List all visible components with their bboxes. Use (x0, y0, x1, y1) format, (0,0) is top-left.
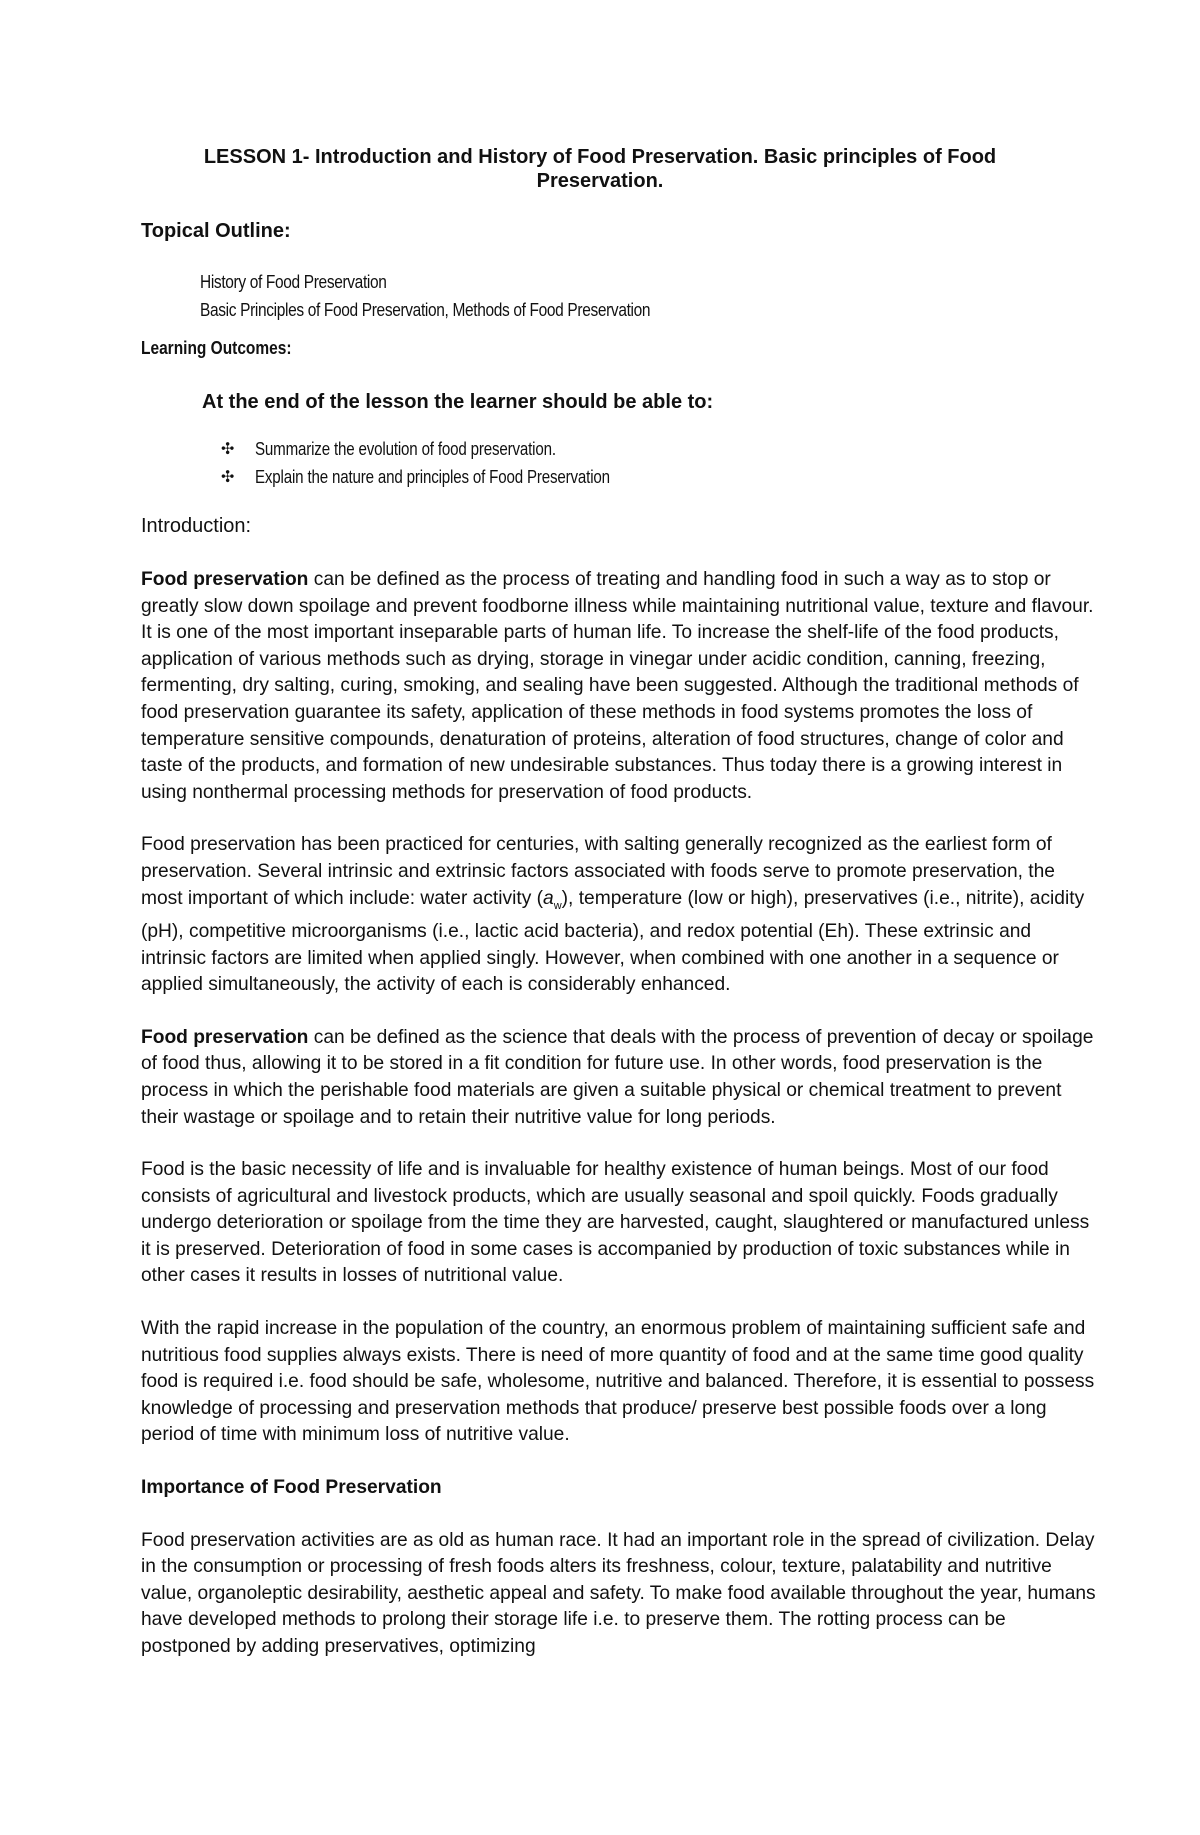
paragraph-2 (141, 832, 1099, 998)
paragraph-1 (141, 567, 1099, 806)
paragraph-4: Food is the basic necessity of life and is invaluable for healthy existence of human beings. Most of our food consists of agricultural and livestock products, which are usually seasonal and spoil quickly. Foods gradually undergo deterioration or spoilage from the time they are harvested, caught, slaughtered or manufactured unless it is preserved. Deterioration of food in some cases is accompanied by production of toxic substances while in other cases it results in losses of nutritional value. (141, 1159, 1090, 1287)
bullet-text: Explain the nature and principles of Food Preservation (255, 467, 610, 487)
importance-heading: Importance of Food Preservation (141, 1477, 442, 1499)
paragraph-2-text-b: ), temperature (low or high), preservatives (i.e., nitrite), acidity (pH), competitive microorganisms (i.e., lactic acid bacteria), and redox potential (Eh). These extrinsic and intrinsic factors are limited when applied singly. However, when combined with one another in a sequence or applied simultaneously, the activity of each is considerably enhanced. (141, 887, 1085, 996)
water-activity-subscript: w (553, 899, 562, 912)
paragraph-1-text: can be defined as the process of treating and handling food in such a way as to stop or greatly slow down spoilage and prevent foodborne illness while maintaining nutritional value, texture and flavour. It is one of the most important inseparable parts of human life. To increase the shelf-life of the food products, application of various methods such as drying, storage in vinegar under acidic condition, canning, freezing, fermenting, dry salting, curing, smoking, and sealing have been suggested. Although the traditional methods of food preservation guarantee its safety, application of these methods in food systems promotes the loss of temperature sensitive compounds, denaturation of proteins, alteration of food structures, change of color and taste of the products, and formation of new undesirable substances. Thus today there is a growing interest in using nonthermal processing methods for preservation of food products. (141, 569, 1094, 803)
paragraph-3-text: can be defined as the science that deals with the process of prevention of decay or spoilage of food thus, allowing it to be stored in a fit condition for future use. In other words, food preservation is the process in which the perishable food materials are given a suitable physical or chemical treatment to prevent their wastage or spoilage and to retain their nutritive value for long periods. (141, 1026, 1094, 1128)
list-item (221, 435, 677, 463)
lesson-title-line-1: LESSON 1- Introduction and History of Food Preservation. Basic principles of Food (203, 146, 997, 168)
lesson-title-line-2: Preservation. (536, 170, 664, 192)
list-item (221, 463, 677, 491)
paragraph-1-lead: Food preservation (141, 569, 309, 590)
lesson-title (141, 145, 1099, 193)
learning-outcomes-label: Learning Outcomes: (141, 338, 292, 358)
introduction-label: Introduction: (141, 515, 252, 537)
body-text (141, 567, 1099, 1687)
topical-outline-label: Topical Outline: (141, 220, 291, 242)
bullet-icon: ✣ (221, 439, 235, 458)
learning-outcomes-intro: At the end of the lesson the learner should be able to: (202, 391, 714, 413)
topical-outline-list (200, 268, 650, 324)
water-activity-symbol: a (543, 887, 554, 909)
paragraph-6: Food preservation activities are as old as human race. It had an important role in the spread of civilization. Delay in the consumption or processing of fresh foods alters its freshness, colour, texture, palatability and nutritive value, organoleptic desirability, aesthetic appeal and safety. To make food available throughout the year, humans have developed methods to prolong their storage life i.e. to preserve them. The rotting process can be postponed by adding preservatives, optimizing (141, 1529, 1096, 1658)
paragraph-3 (141, 1025, 1099, 1131)
paragraph-2-text-a: Food preservation has been practiced for centuries, with salting generally recognized as the earliest form of preservation. Several intrinsic and extrinsic factors associated with foods serve to promote preservation, the most important of which include: water activity ( (141, 834, 1055, 909)
outline-item: Basic Principles of Food Preservation, Methods of Food Preservation (200, 300, 651, 320)
bullet-icon: ✣ (221, 467, 235, 486)
document-page (141, 145, 1099, 1658)
learning-outcomes-list (221, 435, 677, 491)
outline-item: History of Food Preservation (200, 272, 387, 292)
paragraph-3-lead: Food preservation (141, 1026, 309, 1048)
bullet-text: Summarize the evolution of food preservation. (255, 439, 556, 459)
paragraph-5: With the rapid increase in the population of the country, an enormous problem of maintaining sufficient safe and nutritious food supplies always exists. There is need of more quantity of food and at the same time good quality food is required i.e. food should be safe, wholesome, nutritive and balanced. Therefore, it is essential to possess knowledge of processing and preservation methods that produce/ preserve best possible foods over a long period of time with minimum loss of nutritive value. (141, 1318, 1095, 1446)
